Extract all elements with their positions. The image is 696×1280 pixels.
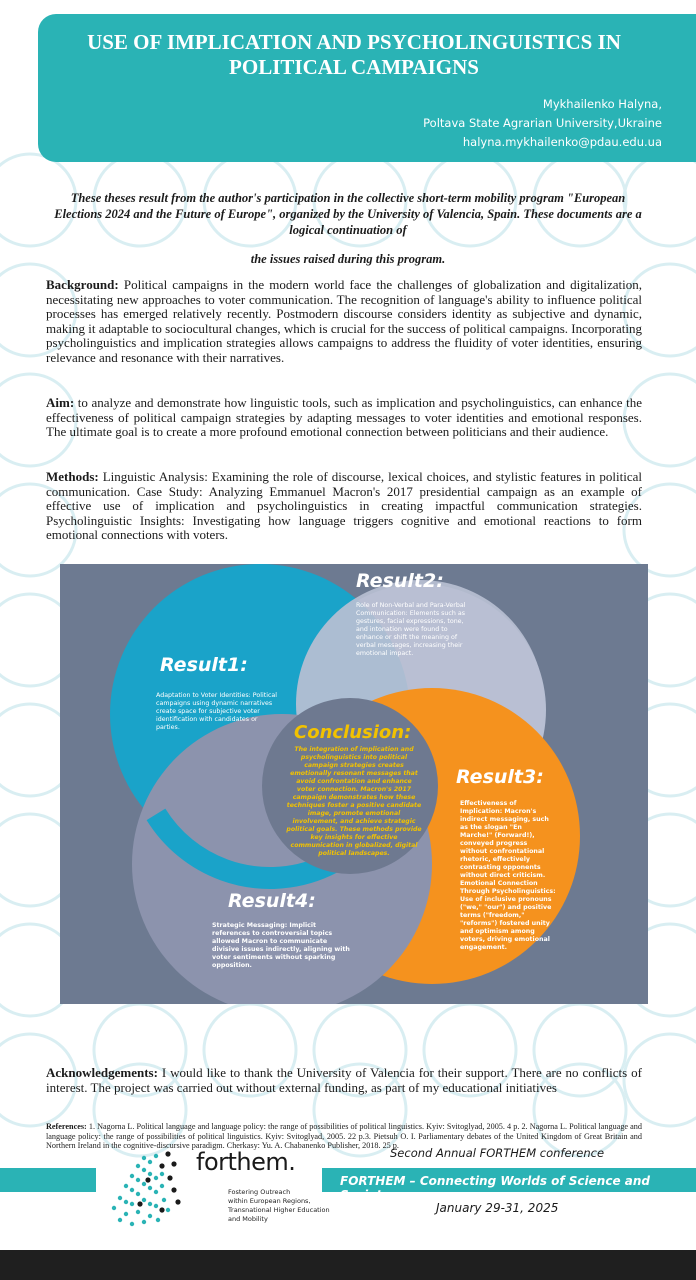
author-name: Mykhailenko Halyna, [542, 97, 662, 111]
result4-title: Result4: [228, 890, 316, 912]
result1-title: Result1: [160, 654, 248, 676]
forthem-logo-text: forthem. [196, 1148, 296, 1176]
methods-text: Linguistic Analysis: Examining the role of discourse, lexical choices, and stylistic features in political communication. Case Study: Analyzing Emmanuel Macron's 2017 presidential campaign as an example of effective use of implication and psycholinguistics in creating impactful communication strategies. Psycholinguistic Insights: Investigating how language triggers cognitive and emotional reactions to form emotional connections with voters. [46, 469, 642, 542]
result4-body: Strategic Messaging: Implicit references to controversial topics allowed Macron to communicate divisive issues indirectly, aligning with voter sentiments without sparking opposition. [212, 922, 350, 969]
methods-heading: Methods: [46, 469, 99, 484]
references-heading: References: [46, 1122, 87, 1131]
forthem-tagline [228, 1188, 330, 1224]
intro-continuation: the issues raised during this program. [250, 252, 446, 266]
intro-statement: These theses result from the author's participation in the collective short-term mobility program "European Elections 2024 and the Future of Europe", organized by the University of Valencia, Spain. These documents are a logical continuation of [54, 191, 642, 237]
result3-body: Effectiveness of Implication: Macron's indirect messaging, such as the slogan "En Marche!" (Forward!), conveyed progress without confrontational rhetoric, effectively contrasting opponents without direct criticism. Emotional Connection Through Psycholinguistics: Use of inclusive pronouns ("we," "our") and positive terms ("freedom," "reforms") fostered unity and optimism among voters, driving emotional engagement. [460, 800, 556, 951]
acknowledgements-paragraph [46, 1066, 642, 1095]
background-text: Political campaigns in the modern world face the challenges of globalization and digitalization, necessitating new approaches to voter communication. The recognition of language's ability to influence political processes has emerged relatively recently. Postmodern discourse considers identity as subjective and dynamic, making it adaptable to sociocultural changes, which is crucial for the success of political campaigns. Incorporating psycholinguistics and implication strategies allows campaigns to address the fluidity of voter identities, ensuring relevance and resonance with their narratives. [46, 277, 643, 365]
conclusion-title: Conclusion: [294, 722, 412, 743]
europe-dots-map-icon [104, 1144, 200, 1234]
tagline-line: Fostering Outreach [228, 1188, 291, 1196]
conference-subtitle: FORTHEM – Connecting Worlds of Science and Society [340, 1174, 650, 1202]
result1-body: Adaptation to Voter Identities: Political campaigns using dynamic narratives create space for subjective voter identification with candidates or parties. [156, 692, 278, 731]
aim-text: to analyze and demonstrate how linguistic tools, such as implication and psycholinguistics, can enhance the effectiveness of political campaign strategies by adapting messages to voter identities and emotional responses. The ultimate goal is to create a more profound emotional connection between politicians and their audience. [46, 395, 642, 439]
acknowledgements-text: I would like to thank the University of Valencia for their support. There are no conflicts of interest. The project was carried out without external funding, as part of my educational initiatives [46, 1065, 642, 1095]
tagline-line: and Mobility [228, 1215, 268, 1223]
author-block [423, 95, 662, 152]
background-heading: Background: [46, 277, 119, 292]
author-affiliation: Poltava State Agrarian University,Ukraine [423, 116, 662, 130]
tagline-line: within European Regions, [228, 1197, 311, 1205]
result2-title: Result2: [356, 570, 444, 592]
poster-title: USE OF IMPLICATION AND PSYCHOLINGUISTICS IN POLITICAL CAMPAIGNS [87, 30, 621, 79]
conference-dates: January 29-31, 2025 [436, 1201, 559, 1215]
conference-name: Second Annual FORTHEM conference [390, 1146, 605, 1160]
aim-heading: Aim: [46, 395, 75, 410]
result2-body: Role of Non-Verbal and Para-Verbal Communication: Elements such as gestures, facial expressions, tone, and intonation were found to enhance or shift the meaning of verbal messages, increasing their emotional impact. [356, 602, 466, 657]
aim-paragraph [46, 396, 642, 440]
author-email: halyna.mykhailenko@pdau.edu.ua [462, 135, 662, 149]
bottom-bar [0, 1250, 696, 1280]
result3-title: Result3: [456, 766, 544, 788]
conclusion-body: The integration of implication and psycholinguistics into political campaign strategies creates emotionally resonant messages that avoid confrontation and enhance voter connection. Macron's 2017 campaign demonstrates how these techniques foster a positive candidate image, promote emotional involvement, and achieve strategic political goals. These methods provide key insights for effective communication in globalized, digital political landscapes. [286, 746, 422, 857]
acknowledgements-heading: Acknowledgements: [46, 1065, 158, 1080]
tagline-line: Transnational Higher Education [228, 1206, 330, 1214]
methods-paragraph [46, 470, 642, 543]
results-infographic [60, 564, 648, 1004]
background-paragraph [46, 278, 642, 365]
references-text: 1. Nagorna L. Political language and language policy: the range of possibilities of political linguistics. Kyiv: Svitoglyad, 2005. 4 p. 2. Nagorna L. Political language and language policy: the range of possibilities of political linguistics. Kyiv: Svitoglyad, 2005. 22 p.3. Pietsuh O. I. Parliamentary debates of the United Kingdom of Great Britain and Northern Ireland in the cognitive-discursive paradigm. Cherkasy: Yu. A. Chabanenko Publisher, 2018. 25 p. [46, 1122, 642, 1150]
